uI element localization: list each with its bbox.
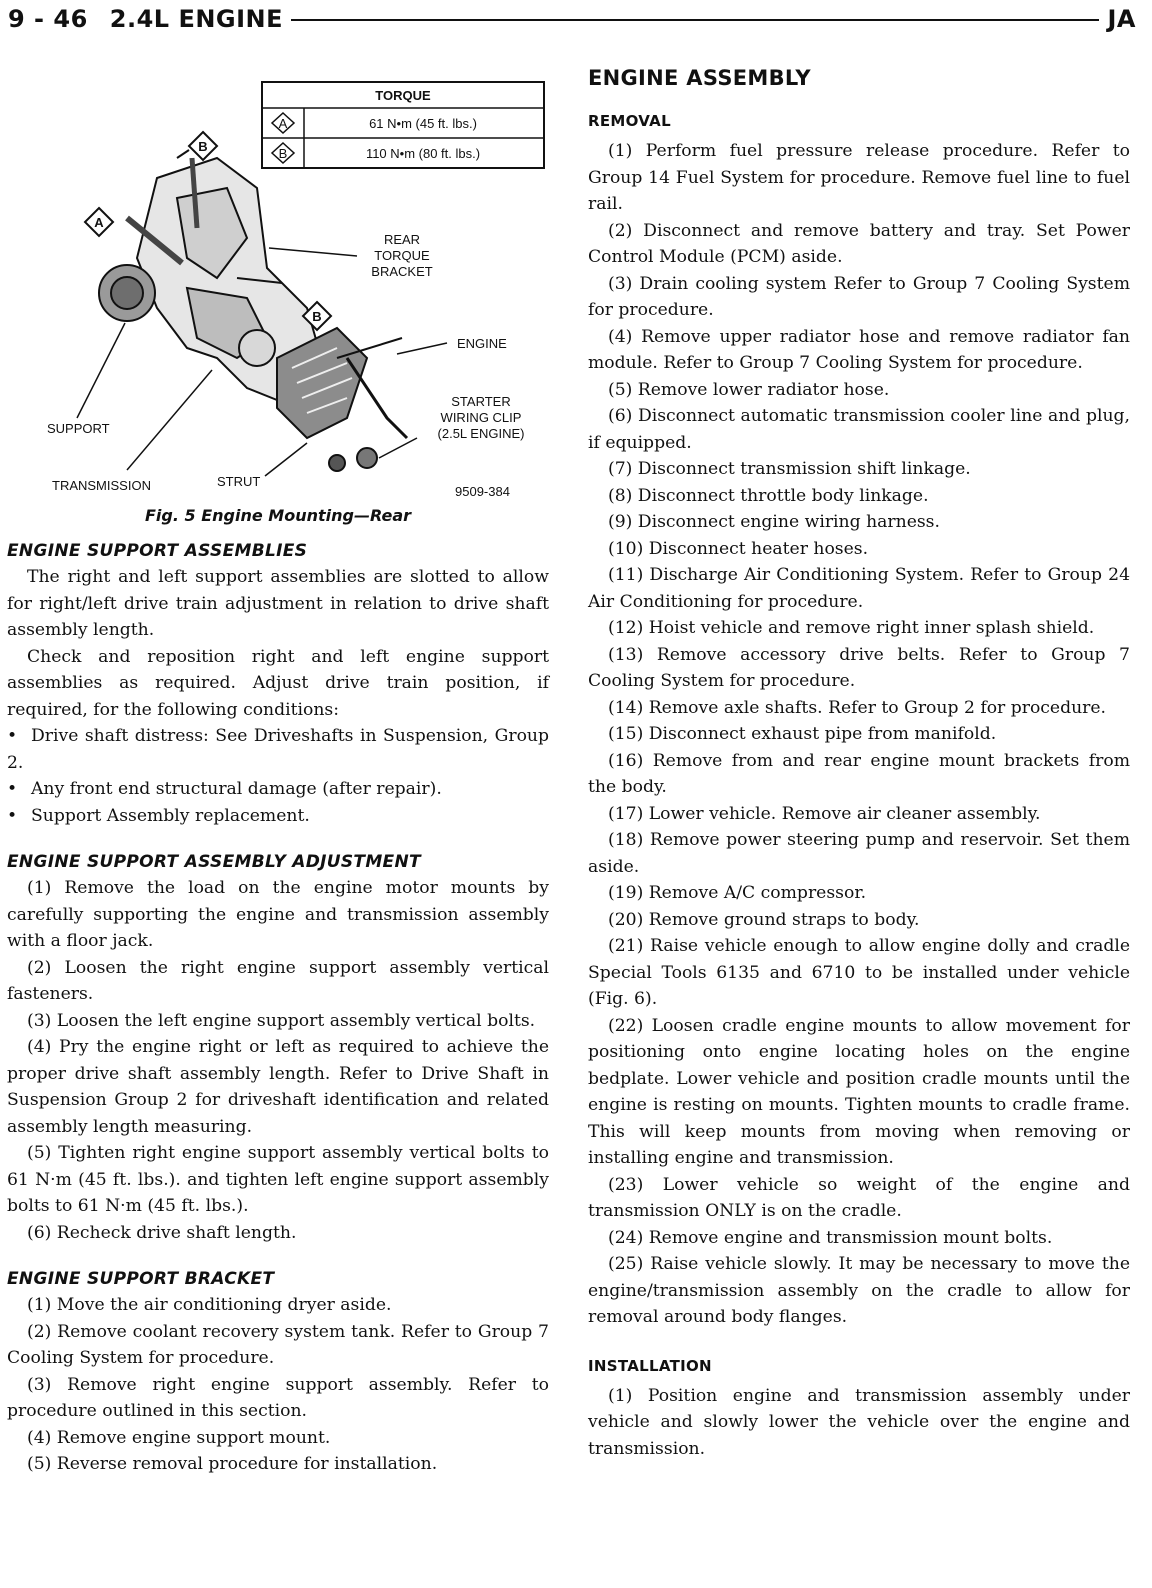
section-title: 2.4L ENGINE <box>109 5 284 33</box>
adjust-step-1: (1) Remove the load on the engine motor mounts by carefully supporting the engine and transmission assembly with a floor jack. <box>7 878 549 951</box>
label-engine: ENGINE <box>457 336 507 351</box>
engine-mounting-figure <box>7 58 549 498</box>
removal-step-8: (8) Disconnect throttle body linkage. <box>608 485 929 506</box>
removal-step-15: (15) Disconnect exhaust pipe from manifold. <box>608 724 997 744</box>
page-number: 9 - 46 <box>8 5 88 33</box>
torque-key-a: A <box>278 116 288 131</box>
bracket-step-3: (3) Remove right engine support assembly. Refer to procedure outlined in this section. <box>7 1374 549 1421</box>
torque-key-b: B <box>278 146 288 161</box>
removal-step-10: (10) Disconnect heater hoses. <box>608 538 869 559</box>
removal-step-24: (24) Remove engine and transmission mount bolts. <box>608 1227 1053 1248</box>
figure-code: 9509-384 <box>455 484 510 498</box>
left-column <box>7 58 549 1478</box>
label-bracket: BRACKET <box>371 264 433 279</box>
label-2-5l-engine: (2.5L ENGINE) <box>437 426 525 441</box>
removal-step-9: (9) Disconnect engine wiring harness. <box>608 512 940 532</box>
removal-step-16: (16) Remove from and rear engine mount brackets from the body. <box>588 750 1130 797</box>
header-left <box>8 4 291 34</box>
engine-mounting-drawing <box>7 58 549 498</box>
label-wiring-clip: WIRING CLIP <box>440 410 522 425</box>
removal-step-21: (21) Raise vehicle enough to allow engine dolly and cradle Special Tools 6135 and 6710 to be installed under vehicle (Fig. 6). <box>588 936 1130 1009</box>
removal-step-17: (17) Lower vehicle. Remove air cleaner assembly. <box>608 803 1041 824</box>
engine-illustration <box>99 158 407 471</box>
removal-step-11: (11) Discharge Air Conditioning System. Refer to Group 24 Air Conditioning for procedure. <box>588 565 1130 612</box>
bullet-item-2 <box>7 776 549 803</box>
removal-step-13: (13) Remove accessory drive belts. Refer to Group 7 Cooling System for procedure. <box>588 644 1130 691</box>
removal-step-7: (7) Disconnect transmission shift linkage. <box>608 459 971 479</box>
torque-value-a: 61 N•m (45 ft. lbs.) <box>369 116 477 131</box>
removal-step-23: (23) Lower vehicle so weight of the engine and transmission ONLY is on the cradle. <box>588 1174 1130 1221</box>
adjust-step-3: (3) Loosen the left engine support assembly vertical bolts. <box>27 1010 536 1031</box>
bullet-item-3 <box>7 803 549 830</box>
torque-value-b: 110 N•m (80 ft. lbs.) <box>365 146 481 161</box>
callout-b-top-text: B <box>198 139 208 154</box>
bullet-text-2: Any front end structural damage (after repair). <box>31 779 442 799</box>
callout-a <box>85 208 113 236</box>
callout-b-mid-text: B <box>312 309 322 324</box>
removal-step-25: (25) Raise vehicle slowly. It may be necessary to move the engine/transmission assembly on the cradle to allow for removal around body flanges. <box>588 1254 1130 1327</box>
callout-b-top <box>177 132 217 160</box>
bracket-step-4: (4) Remove engine support mount. <box>27 1427 331 1448</box>
torque-title: TORQUE <box>375 88 431 103</box>
torque-table <box>262 82 544 168</box>
label-support: SUPPORT <box>47 421 110 436</box>
removal-step-20: (20) Remove ground straps to body. <box>608 909 920 930</box>
bullet-item-1 <box>7 723 549 776</box>
figure-caption: Fig. 5 Engine Mounting—Rear <box>144 506 412 525</box>
removal-step-1: (1) Perform fuel pressure release procedure. Refer to Group 14 Fuel System for procedure. Remove fuel line to fuel rail. <box>588 141 1130 214</box>
brand-code: JA <box>1099 4 1136 34</box>
label-transmission: TRANSMISSION <box>52 478 151 493</box>
installation-heading: INSTALLATION <box>588 1356 712 1375</box>
removal-step-4: (4) Remove upper radiator hose and remove radiator fan module. Refer to Group 7 Cooling System for procedure. <box>588 326 1130 373</box>
bracket-step-5: (5) Reverse removal procedure for installation. <box>27 1454 438 1474</box>
label-strut: STRUT <box>217 474 261 489</box>
removal-step-6: (6) Disconnect automatic transmission cooler line and plug, if equipped. <box>588 406 1130 453</box>
removal-step-3: (3) Drain cooling system Refer to Group 7 Cooling System for procedure. <box>588 273 1130 320</box>
removal-step-2: (2) Disconnect and remove battery and tray. Set Power Control Module (PCM) aside. <box>588 220 1130 267</box>
label-rear: REAR <box>383 232 421 247</box>
right-column <box>588 58 1130 1462</box>
removal-step-14: (14) Remove axle shafts. Refer to Group 2 for procedure. <box>608 697 1107 718</box>
removal-step-22: (22) Loosen cradle engine mounts to allow movement for positioning onto engine locating holes on the engine bedplate. Lower vehicle and position cradle mounts until the engine is resting on mounts. Tighten mounts to cradle frame. This will keep mounts from moving when removing or installing engine and transmission. <box>588 1015 1130 1168</box>
bullet-icon: • <box>7 805 18 826</box>
bullet-icon: • <box>7 726 18 746</box>
adjust-step-5: (5) Tighten right engine support assembly vertical bolts to 61 N·m (45 ft. lbs.). and tighten left engine support assembly bolts to 61 N·m (45 ft. lbs.). <box>7 1143 549 1216</box>
adjust-step-4: (4) Pry the engine right or left as required to achieve the proper drive shaft assembly length. Refer to Drive Shaft in Suspension Group 2 for driveshaft identification and related assembly length measuring. <box>7 1037 549 1137</box>
bullet-text-1: Drive shaft distress: See Driveshafts in Suspension, Group 2. <box>7 726 549 773</box>
label-starter: STARTER <box>451 394 511 409</box>
support-adjustment-heading: ENGINE SUPPORT ASSEMBLY ADJUSTMENT <box>7 852 421 872</box>
page-header <box>8 4 1136 38</box>
removal-heading: REMOVAL <box>588 112 671 130</box>
adjust-step-2: (2) Loosen the right engine support assembly vertical fasteners. <box>7 957 549 1004</box>
install-step-1: (1) Position engine and transmission assembly under vehicle and slowly lower the vehicle over the engine and transmission. <box>588 1385 1130 1459</box>
support-paragraph-1: The right and left support assemblies are slotted to allow for right/left drive train adjustment in relation to drive shaft assembly length. <box>7 567 549 640</box>
bracket-step-2: (2) Remove coolant recovery system tank. Refer to Group 7 Cooling System for procedure. <box>7 1321 549 1368</box>
bullet-icon: • <box>7 779 18 799</box>
removal-step-5: (5) Remove lower radiator hose. <box>608 379 890 400</box>
engine-assembly-heading: ENGINE ASSEMBLY <box>588 66 811 90</box>
support-bracket-heading: ENGINE SUPPORT BRACKET <box>7 1269 275 1289</box>
label-torque: TORQUE <box>374 248 430 263</box>
adjust-step-6: (6) Recheck drive shaft length. <box>27 1222 297 1243</box>
removal-step-19: (19) Remove A/C compressor. <box>608 883 867 903</box>
removal-step-18: (18) Remove power steering pump and reservoir. Set them aside. <box>588 830 1130 877</box>
removal-step-12: (12) Hoist vehicle and remove right inner splash shield. <box>608 618 1095 638</box>
bullet-text-3: Support Assembly replacement. <box>31 805 310 826</box>
engine-support-assemblies-heading: ENGINE SUPPORT ASSEMBLIES <box>7 541 308 561</box>
callout-a-text: A <box>94 215 104 230</box>
bracket-step-1: (1) Move the air conditioning dryer aside. <box>27 1295 392 1315</box>
support-paragraph-2: Check and reposition right and left engine support assemblies as required. Adjust drive train position, if required, for the following conditions: <box>7 646 549 720</box>
